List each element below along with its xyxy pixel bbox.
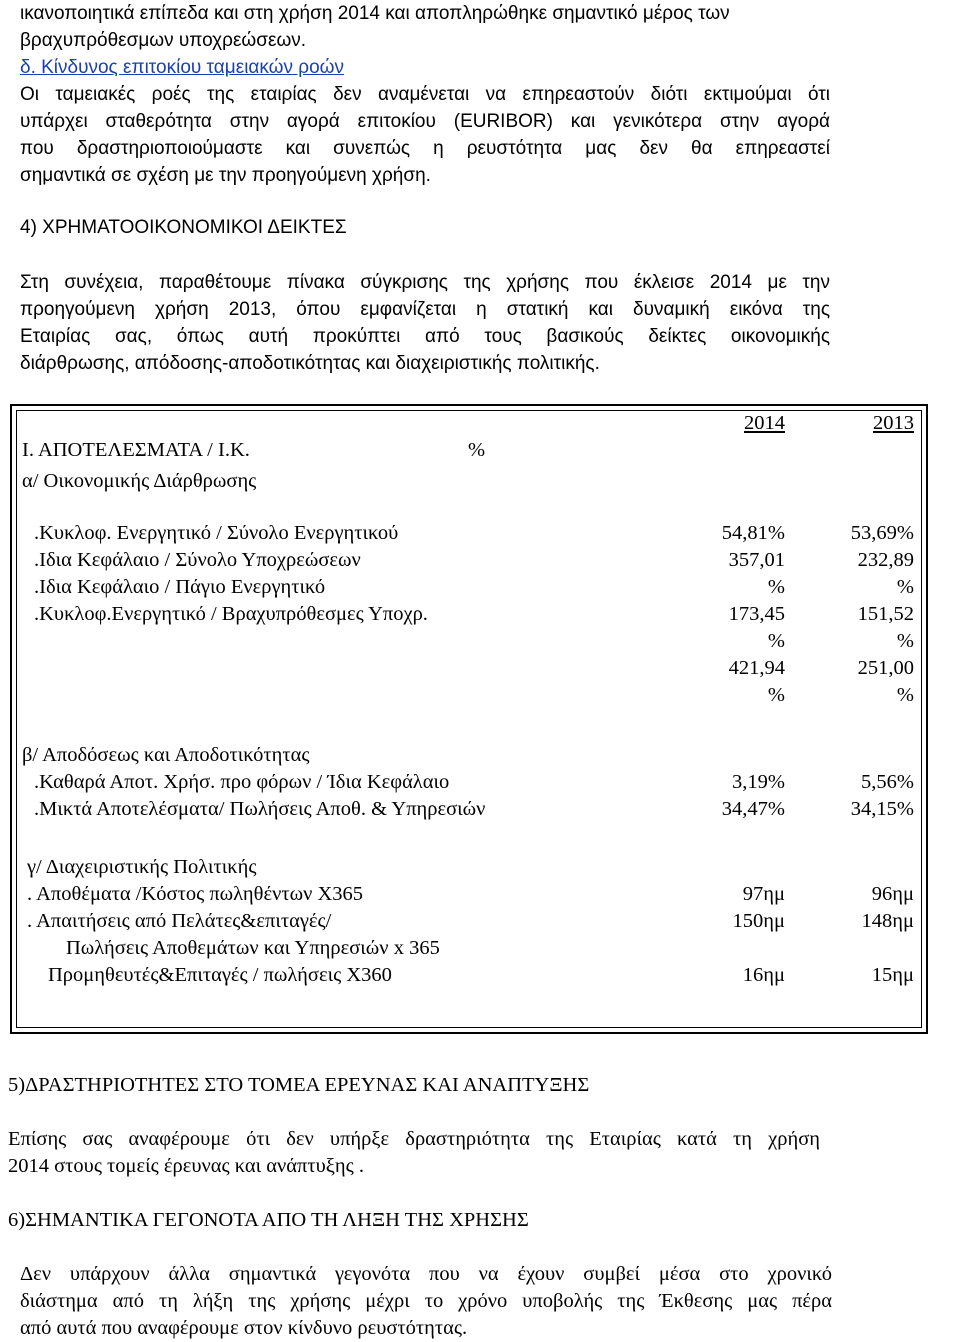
ratios-table	[10, 404, 928, 1034]
interest-risk-line-3: που δραστηριοποιούμαστε και συνεπώς η ρευστότητα μας δεν θα επηρεαστεί	[20, 138, 830, 159]
section4-line-3: Εταιρίας σας, όπως αυτή προκύπτει από τους βασικούς δείκτες οικονομικής	[20, 326, 830, 347]
group-c-2013-value-1: 96ημ	[871, 883, 914, 905]
group-a-2013-value-2: 232,89	[857, 549, 914, 571]
group-a-label-4: .Κυκλοφ.Ενεργητικό / Βραχυπρόθεσμες Υποχρ.	[34, 603, 428, 625]
section5-heading: 5)ΔΡΑΣΤΗΡΙΟΤΗΤΕΣ ΣΤΟ ΤΟΜΕΑ ΕΡΕΥΝΑΣ ΚΑΙ ΑΝΑΠΤΥΞΗΣ	[8, 1074, 590, 1096]
group-c-label-1: . Αποθέματα /Κόστος πωληθέντων Χ365	[27, 883, 364, 905]
group-a-title: α/ Οικονομικής Διάρθρωσης	[22, 470, 257, 492]
section5-line-1: Επίσης σας αναφέρουμε ότι δεν υπήρξε δραστηριότητα της Εταιρίας κατά τη χρήση	[8, 1128, 820, 1150]
interest-risk-line-1: Οι ταμειακές ροές της εταιρίας δεν αναμένεται να επηρεαστούν διότι εκτιμούμαι ότι	[20, 84, 830, 105]
group-c-title: γ/ Διαχειριστικής Πολιτικής	[27, 856, 257, 878]
interest-risk-line-2: υπάρχει σταθερότητα στην αγορά επιτοκίου (EURIBOR) και γενικότερα στην αγορά	[20, 111, 830, 132]
group-a-2014-value-6: 421,94	[728, 657, 785, 679]
group-a-2014-value-4: 173,45	[728, 603, 785, 625]
group-a-2013-value-5: %	[896, 630, 914, 652]
group-a-2013-value-7: %	[896, 684, 914, 706]
group-c-label-4: Προμηθευτές&Επιταγές / πωλήσεις Χ360	[48, 964, 392, 986]
interest-risk-line-4: σημαντικά σε σχέση με την προηγούμενη χρήση.	[20, 165, 431, 186]
section4-line-2: προηγούμενη χρήση 2013, όπου εμφανίζεται η στατική και δυναμική εικόνα της	[20, 299, 830, 320]
group-a-label-3: .Ιδια Κεφάλαιο / Πάγιο Ενεργητικό	[34, 576, 326, 598]
intro-line-2: βραχυπρόθεσμων υποχρεώσεων.	[20, 30, 307, 51]
section5-line-2: 2014 στους τομείς έρευνας και ανάπτυξης .	[8, 1155, 364, 1177]
year-2013-header: 2013	[873, 412, 914, 434]
group-a-2013-value-3: %	[896, 576, 914, 598]
group-b-2014-value-1: 3,19%	[732, 771, 785, 793]
group-a-label-2: .Ιδια Κεφάλαιο / Σύνολο Υποχρεώσεων	[34, 549, 361, 571]
year-2014-header: 2014	[744, 412, 785, 434]
results-title: Ι. ΑΠΟΤΕΛΕΣΜΑΤΑ / Ι.Κ.	[22, 439, 250, 461]
group-a-label-1: .Κυκλοφ. Ενεργητικό / Σύνολο Ενεργητικού	[34, 522, 399, 544]
percent-header: %	[468, 439, 486, 461]
group-b-label-1: .Καθαρά Αποτ. Χρήσ. προ φόρων / Ίδια Κεφάλαιο	[34, 771, 450, 793]
section4-line-1: Στη συνέχεια, παραθέτουμε πίνακα σύγκρισης της χρήσης που έκλεισε 2014 με την	[20, 272, 830, 293]
intro-line-1: ικανοποιητικά επίπεδα και στη χρήση 2014 και αποπληρώθηκε σημαντικό μέρος των	[20, 3, 730, 24]
section6-line-3: από αυτά που αναφέρουμε στον κίνδυνο ρευστότητας.	[20, 1317, 468, 1339]
group-a-2013-value-1: 53,69%	[850, 522, 914, 544]
section4-line-4: διάρθρωσης, απόδοσης-αποδοτικότητας και διαχειριστικής πολιτικής.	[20, 353, 600, 374]
section4-heading: 4) ΧΡΗΜΑΤΟΟΙΚΟΝΟΜΙΚΟΙ ΔΕΙΚΤΕΣ	[20, 217, 347, 238]
group-a-2013-value-6: 251,00	[857, 657, 914, 679]
interest-risk-heading[interactable]: δ. Κίνδυνος επιτοκίου ταμειακών ροών	[20, 57, 344, 78]
section6-heading: 6)ΣΗΜΑΝΤΙΚΑ ΓΕΓΟΝΟΤΑ ΑΠΟ ΤΗ ΛΗΞΗ ΤΗΣ ΧΡΗΣΗΣ	[8, 1209, 529, 1231]
group-b-2013-value-1: 5,56%	[861, 771, 914, 793]
group-c-2013-value-4: 15ημ	[871, 964, 914, 986]
section6-line-1: Δεν υπάρχουν άλλα σημαντικά γεγονότα που να έχουν συμβεί μέσα στο χρονικό	[20, 1263, 832, 1285]
group-a-2014-value-3: %	[767, 576, 785, 598]
group-a-2014-value-1: 54,81%	[721, 522, 785, 544]
group-b-title: β/ Αποδόσεως και Αποδοτικότητας	[22, 744, 310, 766]
group-b-label-2: .Μικτά Αποτελέσματα/ Πωλήσεις Αποθ. & Υπηρεσιών	[34, 798, 486, 820]
section6-line-2: διάστημα από τη λήξη της χρήσης μέχρι το χρόνο υποβολής της Έκθεσης μας πέρα	[20, 1290, 832, 1312]
group-c-label-3: Πωλήσεις Αποθεμάτων και Υπηρεσιών x 365	[66, 937, 440, 959]
group-c-2014-value-2: 150ημ	[732, 910, 785, 932]
group-b-2014-value-2: 34,47%	[721, 798, 785, 820]
group-a-2013-value-4: 151,52	[857, 603, 914, 625]
group-c-2014-value-4: 16ημ	[742, 964, 785, 986]
group-c-label-2: . Απαιτήσεις από Πελάτες&επιταγές/	[27, 910, 332, 932]
group-b-2013-value-2: 34,15%	[850, 798, 914, 820]
group-a-2014-value-5: %	[767, 630, 785, 652]
group-a-2014-value-7: %	[767, 684, 785, 706]
group-c-2014-value-1: 97ημ	[742, 883, 785, 905]
group-a-2014-value-2: 357,01	[728, 549, 785, 571]
group-c-2013-value-2: 148ημ	[861, 910, 914, 932]
